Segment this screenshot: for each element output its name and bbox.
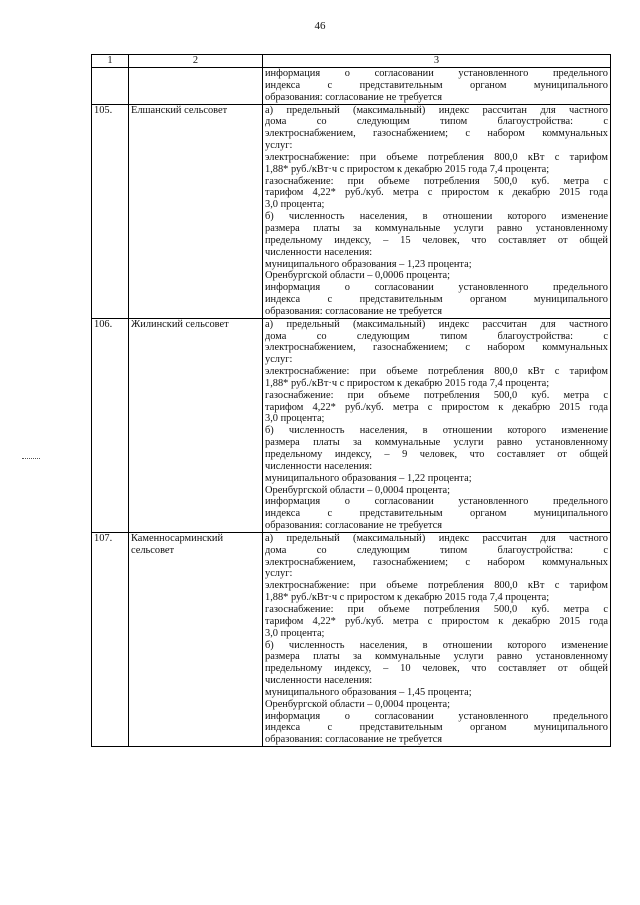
content-line: размера платы за коммунальные услуги равно установленному — [265, 222, 608, 234]
column-header-2: 2 — [129, 55, 263, 68]
content-line: а) предельный (максимальный) индекс рассчитан для частного — [265, 532, 608, 544]
margin-mark — [22, 458, 40, 460]
content-line: электроснабжение: при объеме потребления 800,0 кВт с тарифом — [265, 366, 608, 378]
content-line: газоснабжение: при объеме потребления 500,0 куб. метра с — [265, 389, 608, 401]
continuation-content-cell — [263, 68, 611, 105]
column-header-1: 1 — [92, 55, 129, 68]
content-line: электроснабжением, газоснабжением; с набором коммунальных — [265, 128, 608, 140]
content-line: б) численность населения, в отношении которого изменение — [265, 425, 608, 437]
content-line: муниципального образования – 1,45 процента; — [265, 686, 472, 698]
index-description — [263, 318, 611, 532]
page-number: 46 — [314, 20, 326, 32]
municipality-name: Жилинский сельсовет — [129, 318, 263, 532]
content-line: б) численность населения, в отношении которого изменение — [265, 639, 608, 651]
content-line: информация о согласовании установленного предельного — [265, 710, 608, 722]
content-line: услуг: — [265, 354, 293, 366]
content-line: 1,88* руб./кВт·ч с приростом к декабрю 2015 года 7,4 процента; — [265, 163, 550, 175]
content-line: услуг: — [265, 140, 293, 152]
row-number: 106. — [92, 318, 129, 532]
index-description — [263, 104, 611, 318]
content-line: тарифом 4,22* руб./куб. метра с приростом к декабрю 2015 года — [265, 401, 608, 413]
content-line: 3,0 процента; — [265, 627, 325, 639]
content-line: образования: согласование не требуется — [265, 305, 443, 317]
table-header-row — [92, 55, 611, 68]
content-line: тарифом 4,22* руб./куб. метра с приростом к декабрю 2015 года — [265, 615, 608, 627]
content-line: электроснабжением, газоснабжением; с набором коммунальных — [265, 556, 608, 568]
content-line: образования: согласование не требуется — [265, 734, 443, 746]
content-line: муниципального образования – 1,23 процента; — [265, 258, 472, 270]
table-row — [92, 318, 611, 532]
content-line: тарифом 4,22* руб./куб. метра с приростом к декабрю 2015 года — [265, 187, 608, 199]
content-line: Оренбургской области – 0,0006 процента; — [265, 270, 451, 282]
content-line: численности населения: — [265, 460, 373, 472]
content-line: электроснабжение: при объеме потребления 800,0 кВт с тарифом — [265, 580, 608, 592]
content-line: Оренбургской области – 0,0004 процента; — [265, 484, 451, 496]
content-line: индекса с представительным органом муниципального — [265, 79, 608, 91]
content-line: муниципального образования – 1,22 процента; — [265, 472, 472, 484]
content-line: размера платы за коммунальные услуги равно установленному — [265, 651, 608, 663]
content-line: электроснабжение: при объеме потребления 800,0 кВт с тарифом — [265, 151, 608, 163]
column-header-3: 3 — [263, 55, 611, 68]
row-number: 105. — [92, 104, 129, 318]
content-line: численности населения: — [265, 675, 373, 687]
content-line: а) предельный (максимальный) индекс рассчитан для частного — [265, 104, 608, 116]
content-line: размера платы за коммунальные услуги равно установленному — [265, 437, 608, 449]
table-row — [92, 532, 611, 746]
content-line: 3,0 процента; — [265, 413, 325, 425]
content-line: Оренбургской области – 0,0004 процента; — [265, 698, 451, 710]
content-line: электроснабжением, газоснабжением; с набором коммунальных — [265, 342, 608, 354]
continuation-name-cell — [129, 68, 263, 105]
content-line: дома со следующим типом благоустройства: с — [265, 116, 608, 128]
row-number: 107. — [92, 532, 129, 746]
content-line: индекса с представительным органом муниципального — [265, 508, 608, 520]
municipality-name: Елшанский сельсовет — [129, 104, 263, 318]
content-line: индекса с представительным органом муниципального — [265, 722, 608, 734]
content-line: дома со следующим типом благоустройства: с — [265, 544, 608, 556]
index-description — [263, 532, 611, 746]
table-row-continuation — [92, 68, 611, 105]
content-line: образования: согласование не требуется — [265, 520, 443, 532]
tariff-index-table — [91, 54, 611, 747]
table-rows — [92, 104, 611, 747]
content-line: предельному индексу, – 10 человек, что составляет от общей — [265, 663, 608, 675]
content-line: информация о согласовании установленного предельного — [265, 282, 608, 294]
content-line: а) предельный (максимальный) индекс рассчитан для частного — [265, 318, 608, 330]
content-line: предельному индексу, – 15 человек, что составляет от общей — [265, 234, 608, 246]
content-line: услуг: — [265, 568, 293, 580]
table-row — [92, 104, 611, 318]
content-line: 1,88* руб./кВт·ч с приростом к декабрю 2015 года 7,4 процента; — [265, 592, 550, 604]
content-line: б) численность населения, в отношении которого изменение — [265, 211, 608, 223]
content-line: дома со следующим типом благоустройства: с — [265, 330, 608, 342]
continuation-num-cell — [92, 68, 129, 105]
content-line: информация о согласовании установленного предельного — [265, 68, 608, 79]
content-line: образования: согласование не требуется — [265, 91, 443, 103]
content-line: 1,88* руб./кВт·ч с приростом к декабрю 2015 года 7,4 процента; — [265, 377, 550, 389]
content-line: численности населения: — [265, 246, 373, 258]
content-line: 3,0 процента; — [265, 199, 325, 211]
content-line: индекса с представительным органом муниципального — [265, 294, 608, 306]
content-line: газоснабжение: при объеме потребления 500,0 куб. метра с — [265, 603, 608, 615]
municipality-name: Каменносарминский сельсовет — [129, 532, 263, 746]
content-line: газоснабжение: при объеме потребления 500,0 куб. метра с — [265, 175, 608, 187]
content-line: предельному индексу, – 9 человек, что составляет от общей — [265, 449, 608, 460]
content-line: информация о согласовании установленного предельного — [265, 496, 608, 508]
